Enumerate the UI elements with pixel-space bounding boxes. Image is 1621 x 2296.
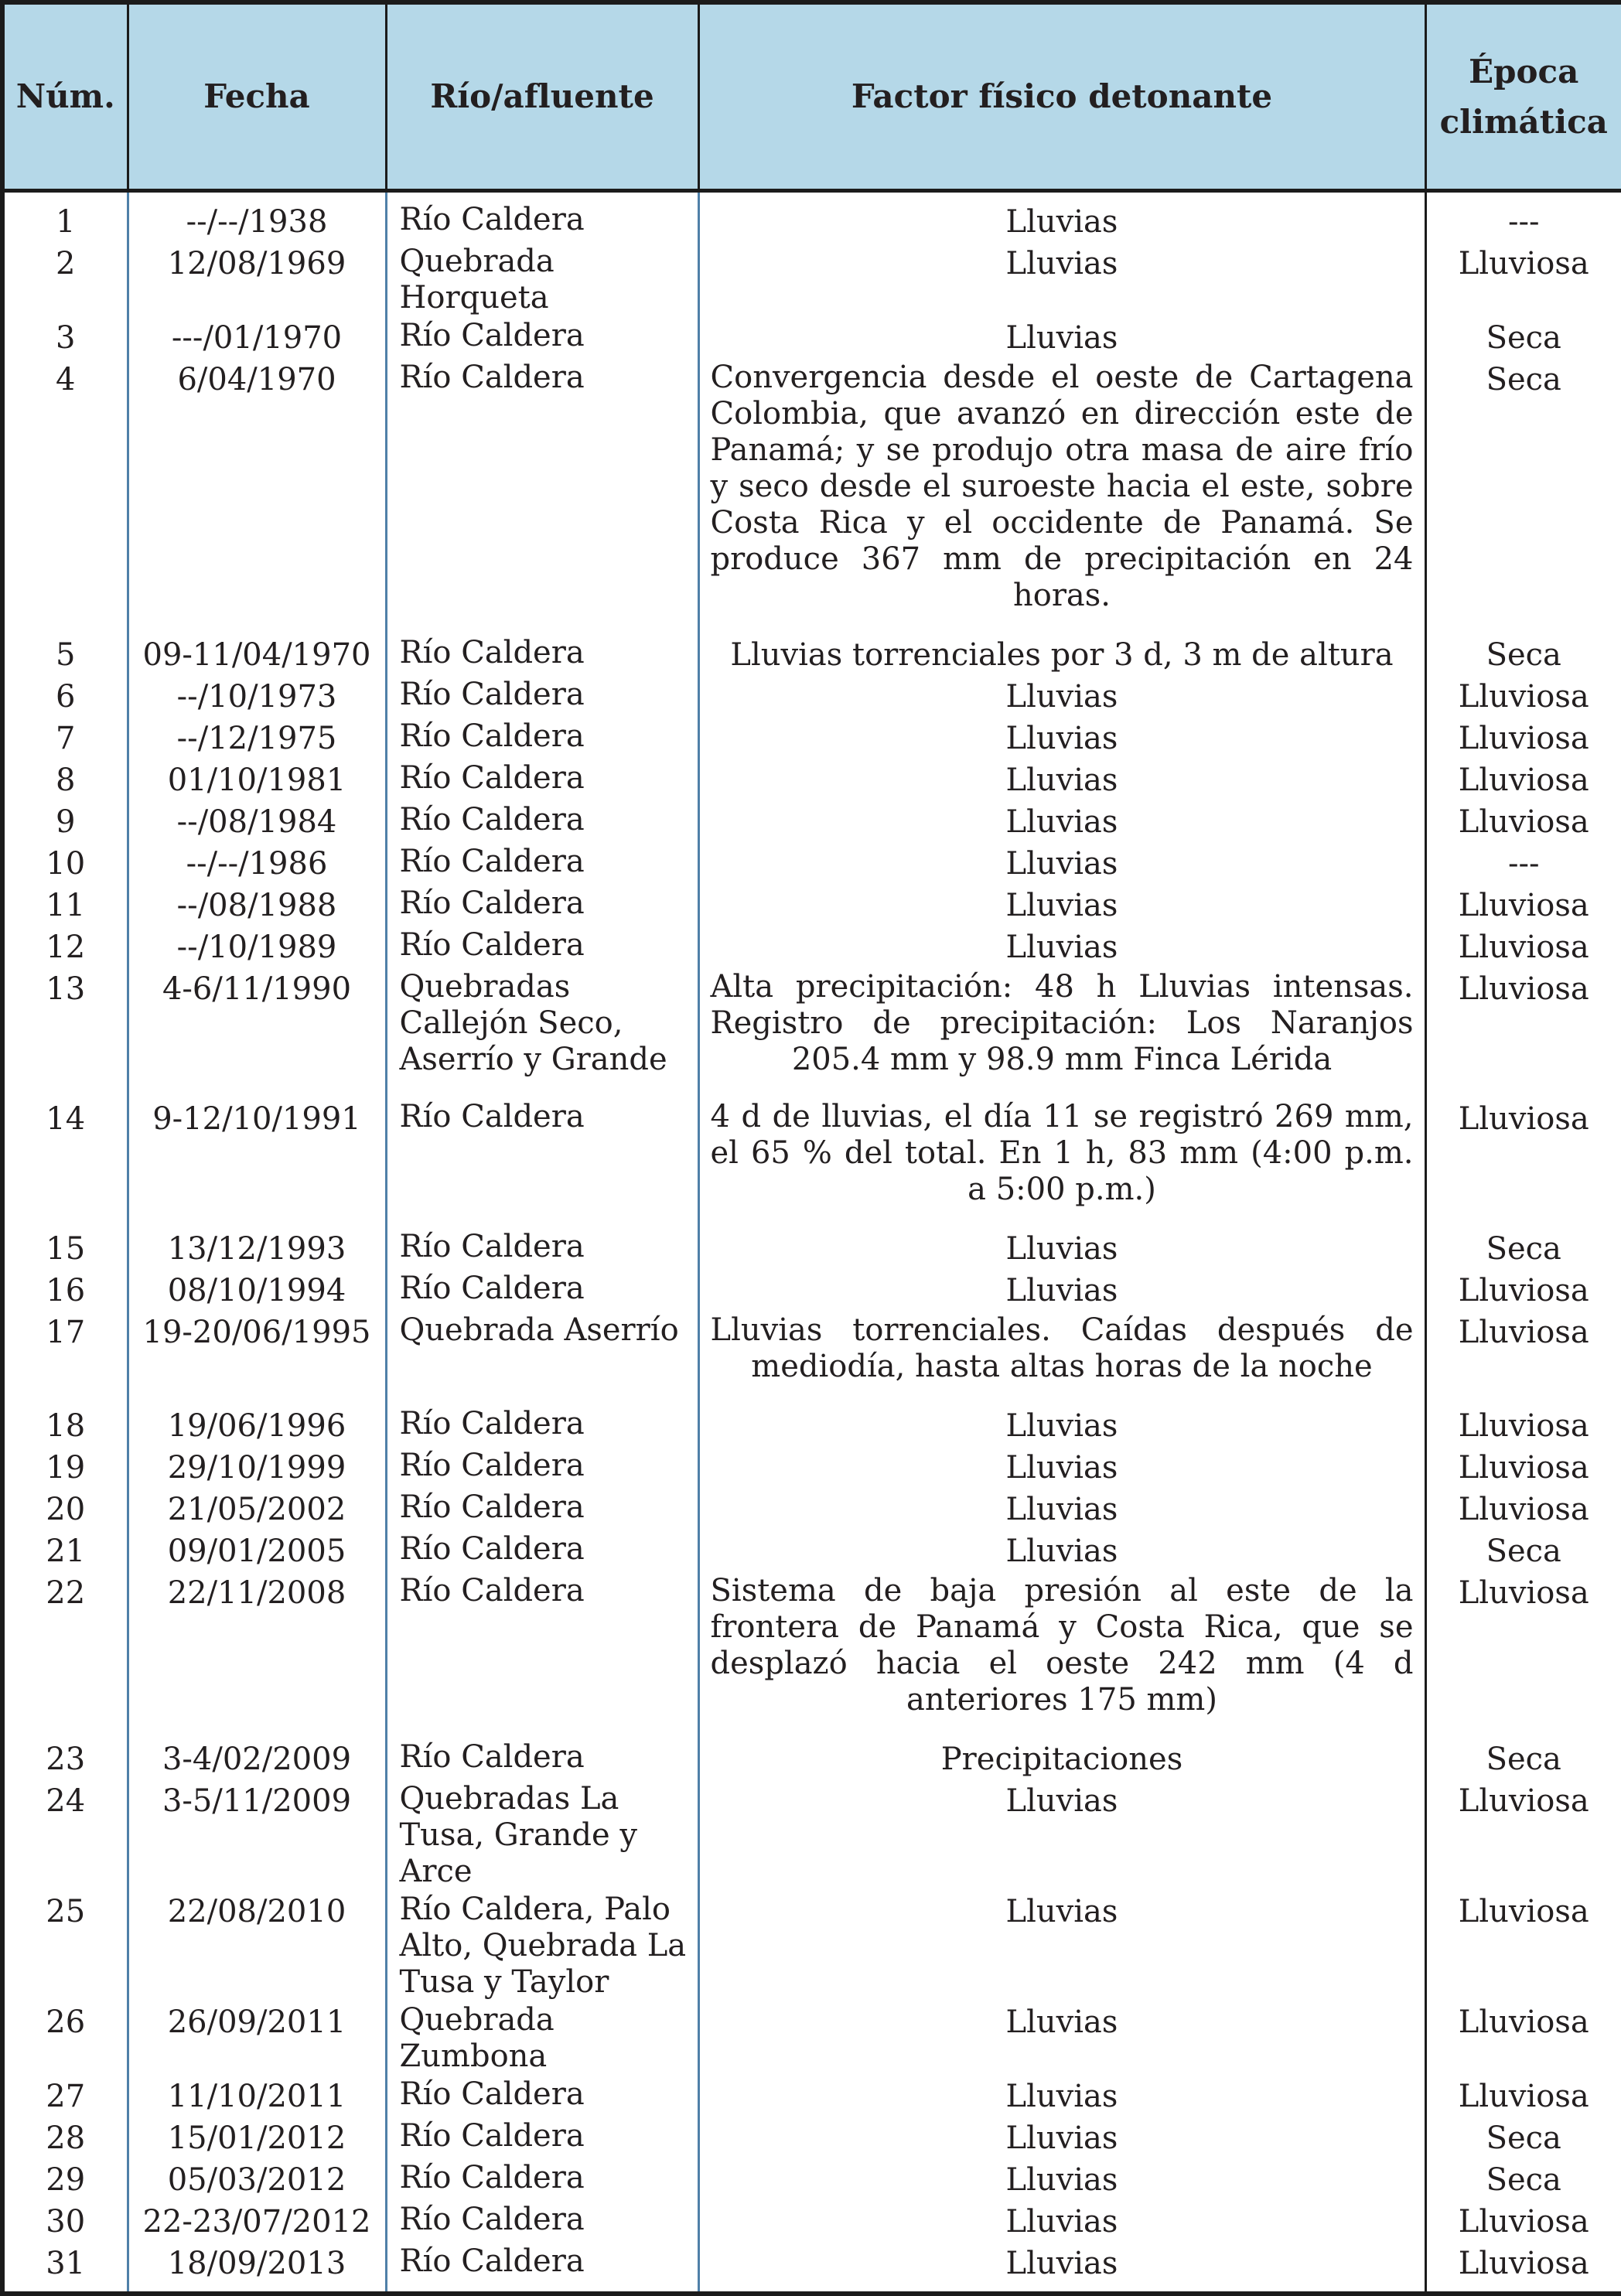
table-row [2, 2076, 1621, 2117]
cell-factor: Lluvias [698, 885, 1425, 926]
cell-epoca: Seca [1486, 1742, 1561, 1777]
table-row [2, 1891, 1621, 2001]
cell-factor: Lluvias [698, 191, 1425, 244]
table-row [2, 1228, 1621, 1270]
table-row [2, 359, 1621, 634]
cell-epoca: Lluviosa [1458, 2079, 1589, 2114]
cell-rio: Río Caldera [386, 1447, 698, 1489]
table-row [2, 1489, 1621, 1530]
cell-epoca: Lluviosa [1458, 888, 1589, 923]
cell-rio: Río Caldera [386, 1572, 698, 1738]
table-row [2, 191, 1621, 244]
cell-rio: Quebrada Zumbona [386, 2001, 698, 2076]
table-row [2, 801, 1621, 843]
cell-num: 18 [2, 1405, 128, 1447]
cell-rio: Río Caldera [386, 359, 698, 634]
cell-factor: Lluvias [698, 1405, 1425, 1447]
table-row [2, 1312, 1621, 1405]
cell-rio: Río Caldera [386, 843, 698, 885]
cell-fecha: 01/10/1981 [128, 759, 386, 801]
cell-fecha: --/--/1938 [128, 191, 386, 244]
cell-epoca: Seca [1486, 2120, 1561, 2156]
cell-factor: Alta precipitación: 48 h Lluvias intensas. Registro de precipitación: Los Naranjos 205.4 mm y 98.9 mm Finca Lérida [698, 968, 1425, 1098]
col-header-factor: Factor físico detonante [698, 2, 1425, 191]
cell-fecha: --/10/1989 [128, 926, 386, 968]
cell-num: 12 [2, 926, 128, 968]
table-body [2, 191, 1621, 2294]
cell-num: 31 [2, 2243, 128, 2294]
cell-fecha: 13/12/1993 [128, 1228, 386, 1270]
cell-rio: Quebrada Horqueta [386, 243, 698, 317]
cell-fecha: 05/03/2012 [128, 2159, 386, 2201]
cell-fecha: 22-23/07/2012 [128, 2201, 386, 2243]
cell-factor: Lluvias [698, 243, 1425, 317]
cell-epoca: Lluviosa [1458, 2004, 1589, 2040]
cell-factor: 4 d de lluvias, el día 11 se registró 269 mm, el 65 % del total. En 1 h, 83 mm (4:00 p.m. a 5:00 p.m.) [698, 1098, 1425, 1228]
cell-fecha: 3-5/11/2009 [128, 1780, 386, 1891]
table-row [2, 885, 1621, 926]
table-row [2, 1447, 1621, 1489]
cell-epoca: Lluviosa [1458, 2204, 1589, 2240]
cell-fecha: 12/08/1969 [128, 243, 386, 317]
col-header-epoca: Época climática [1425, 2, 1621, 191]
col-header-rio: Río/afluente [386, 2, 698, 191]
table-row [2, 2243, 1621, 2294]
cell-rio: Río Caldera [386, 634, 698, 676]
table-row [2, 317, 1621, 359]
cell-epoca: Seca [1486, 1231, 1561, 1267]
table-row [2, 2001, 1621, 2076]
cell-num: 20 [2, 1489, 128, 1530]
cell-rio: Quebradas Callejón Seco, Aserrío y Grande [386, 968, 698, 1098]
cell-num: 3 [2, 317, 128, 359]
cell-rio: Río Caldera [386, 1530, 698, 1572]
cell-rio: Río Caldera [386, 1738, 698, 1780]
table-row [2, 243, 1621, 317]
cell-fecha: 09/01/2005 [128, 1530, 386, 1572]
cell-epoca: Lluviosa [1458, 1315, 1589, 1350]
cell-fecha: 08/10/1994 [128, 1270, 386, 1312]
cell-fecha: 6/04/1970 [128, 359, 386, 634]
cell-epoca: Lluviosa [1458, 930, 1589, 965]
cell-fecha: --/08/1988 [128, 885, 386, 926]
cell-num: 11 [2, 885, 128, 926]
table-row [2, 2117, 1621, 2159]
table-row [2, 1270, 1621, 1312]
cell-factor: Lluvias [698, 1489, 1425, 1530]
cell-num: 22 [2, 1572, 128, 1738]
cell-epoca: Seca [1486, 637, 1561, 673]
table-row [2, 1738, 1621, 1780]
cell-factor: Lluvias [698, 1228, 1425, 1270]
cell-rio: Río Caldera [386, 1270, 698, 1312]
cell-num: 8 [2, 759, 128, 801]
cell-fecha: 22/11/2008 [128, 1572, 386, 1738]
table-row [2, 1530, 1621, 1572]
cell-rio: Río Caldera [386, 676, 698, 718]
cell-rio: Río Caldera [386, 1228, 698, 1270]
cell-factor: Lluvias [698, 1530, 1425, 1572]
cell-fecha: 11/10/2011 [128, 2076, 386, 2117]
cell-fecha: 29/10/1999 [128, 1447, 386, 1489]
cell-fecha: 15/01/2012 [128, 2117, 386, 2159]
cell-num: 16 [2, 1270, 128, 1312]
cell-fecha: 18/09/2013 [128, 2243, 386, 2294]
header-row [2, 2, 1621, 191]
cell-epoca: Lluviosa [1458, 1273, 1589, 1308]
cell-factor: Lluvias torrenciales por 3 d, 3 m de altura [698, 634, 1425, 676]
table-row [2, 676, 1621, 718]
table-row [2, 718, 1621, 759]
cell-factor: Lluvias [698, 1447, 1425, 1489]
cell-num: 23 [2, 1738, 128, 1780]
cell-num: 13 [2, 968, 128, 1098]
cell-factor: Lluvias [698, 718, 1425, 759]
cell-factor: Convergencia desde el oeste de Cartagena Colombia, que avanzó en dirección este de Panamá; y se produjo otra masa de aire frío y seco desde el suroeste hacia el este, sobre Costa Rica y el occidente de Panamá. Se produce 367 mm de precipitación en 24 horas. [698, 359, 1425, 634]
cell-rio: Río Caldera [386, 317, 698, 359]
cell-rio: Quebrada Aserrío [386, 1312, 698, 1405]
cell-rio: Río Caldera [386, 1489, 698, 1530]
table-row [2, 926, 1621, 968]
cell-num: 21 [2, 1530, 128, 1572]
col-header-num: Núm. [2, 2, 128, 191]
cell-rio: Río Caldera [386, 801, 698, 843]
cell-rio: Quebradas La Tusa, Grande y Arce [386, 1780, 698, 1891]
cell-factor: Lluvias [698, 759, 1425, 801]
cell-num: 9 [2, 801, 128, 843]
cell-num: 19 [2, 1447, 128, 1489]
cell-fecha: 4-6/11/1990 [128, 968, 386, 1098]
cell-factor: Lluvias [698, 843, 1425, 885]
cell-factor: Lluvias [698, 2159, 1425, 2201]
cell-rio: Río Caldera [386, 885, 698, 926]
table-row [2, 843, 1621, 885]
cell-fecha: ---/01/1970 [128, 317, 386, 359]
table-row [2, 759, 1621, 801]
cell-fecha: 09-11/04/1970 [128, 634, 386, 676]
cell-num: 28 [2, 2117, 128, 2159]
cell-rio: Río Caldera [386, 926, 698, 968]
cell-fecha: --/08/1984 [128, 801, 386, 843]
cell-epoca: Lluviosa [1458, 2246, 1589, 2281]
cell-factor: Lluvias [698, 2201, 1425, 2243]
cell-fecha: 26/09/2011 [128, 2001, 386, 2076]
cell-epoca: Seca [1486, 1534, 1561, 1569]
table-row [2, 2159, 1621, 2201]
cell-num: 25 [2, 1891, 128, 2001]
cell-num: 10 [2, 843, 128, 885]
cell-factor: Lluvias [698, 1780, 1425, 1891]
cell-epoca: Lluviosa [1458, 1894, 1589, 1929]
cell-epoca: Lluviosa [1458, 1575, 1589, 1611]
cell-factor: Lluvias [698, 2076, 1425, 2117]
table-row [2, 1572, 1621, 1738]
cell-rio: Río Caldera [386, 2201, 698, 2243]
cell-factor: Lluvias [698, 1891, 1425, 2001]
cell-factor: Lluvias [698, 1270, 1425, 1312]
cell-factor: Lluvias [698, 926, 1425, 968]
cell-fecha: 9-12/10/1991 [128, 1098, 386, 1228]
cell-fecha: --/12/1975 [128, 718, 386, 759]
cell-factor: Lluvias [698, 801, 1425, 843]
cell-rio: Río Caldera [386, 2117, 698, 2159]
cell-factor: Precipitaciones [698, 1738, 1425, 1780]
cell-num: 14 [2, 1098, 128, 1228]
cell-fecha: 19/06/1996 [128, 1405, 386, 1447]
cell-factor: Lluvias [698, 676, 1425, 718]
table-row [2, 1405, 1621, 1447]
cell-rio: Río Caldera [386, 191, 698, 244]
cell-epoca: Lluviosa [1458, 679, 1589, 715]
cell-fecha: 22/08/2010 [128, 1891, 386, 2001]
cell-num: 6 [2, 676, 128, 718]
col-header-fecha: Fecha [128, 2, 386, 191]
cell-fecha: 21/05/2002 [128, 1489, 386, 1530]
cell-num: 1 [2, 191, 128, 244]
cell-num: 7 [2, 718, 128, 759]
cell-epoca: --- [1507, 846, 1540, 882]
cell-rio: Río Caldera [386, 1098, 698, 1228]
cell-num: 5 [2, 634, 128, 676]
cell-num: 17 [2, 1312, 128, 1405]
cell-epoca: Lluviosa [1458, 246, 1589, 281]
cell-fecha: 19-20/06/1995 [128, 1312, 386, 1405]
cell-rio: Río Caldera [386, 1405, 698, 1447]
table-row [2, 968, 1621, 1098]
cell-num: 27 [2, 2076, 128, 2117]
cell-epoca: Lluviosa [1458, 1450, 1589, 1486]
cell-epoca: Lluviosa [1458, 1783, 1589, 1819]
cell-num: 26 [2, 2001, 128, 2076]
cell-factor: Lluvias [698, 2117, 1425, 2159]
table-row [2, 1780, 1621, 1891]
cell-fecha: --/--/1986 [128, 843, 386, 885]
cell-epoca: Lluviosa [1458, 804, 1589, 840]
cell-epoca: Lluviosa [1458, 971, 1589, 1007]
table-header [2, 2, 1621, 191]
cell-rio: Río Caldera [386, 2076, 698, 2117]
cell-factor: Sistema de baja presión al este de la frontera de Panamá y Costa Rica, que se desplazó hacia el oeste 242 mm (4 d anteriores 175 mm) [698, 1572, 1425, 1738]
cell-factor: Lluvias torrenciales. Caídas después de mediodía, hasta altas horas de la noche [698, 1312, 1425, 1405]
cell-num: 4 [2, 359, 128, 634]
cell-rio: Río Caldera [386, 759, 698, 801]
table-row [2, 1098, 1621, 1228]
cell-epoca: Lluviosa [1458, 721, 1589, 756]
cell-rio: Río Caldera [386, 2243, 698, 2294]
cell-epoca: --- [1507, 204, 1540, 240]
table-row [2, 2201, 1621, 2243]
cell-epoca: Lluviosa [1458, 1408, 1589, 1444]
cell-factor: Lluvias [698, 317, 1425, 359]
cell-epoca: Lluviosa [1458, 1101, 1589, 1137]
cell-num: 2 [2, 243, 128, 317]
cell-epoca: Seca [1486, 362, 1561, 397]
cell-rio: Río Caldera, Palo Alto, Quebrada La Tusa y Taylor [386, 1891, 698, 2001]
cell-epoca: Lluviosa [1458, 1492, 1589, 1527]
cell-factor: Lluvias [698, 2243, 1425, 2294]
cell-epoca: Seca [1486, 320, 1561, 356]
cell-epoca: Seca [1486, 2162, 1561, 2198]
cell-rio: Río Caldera [386, 718, 698, 759]
cell-epoca: Lluviosa [1458, 762, 1589, 798]
cell-rio: Río Caldera [386, 2159, 698, 2201]
cell-fecha: --/10/1973 [128, 676, 386, 718]
cell-factor: Lluvias [698, 2001, 1425, 2076]
cell-num: 15 [2, 1228, 128, 1270]
cell-fecha: 3-4/02/2009 [128, 1738, 386, 1780]
table-row [2, 634, 1621, 676]
cell-num: 29 [2, 2159, 128, 2201]
cell-num: 30 [2, 2201, 128, 2243]
cell-num: 24 [2, 1780, 128, 1891]
